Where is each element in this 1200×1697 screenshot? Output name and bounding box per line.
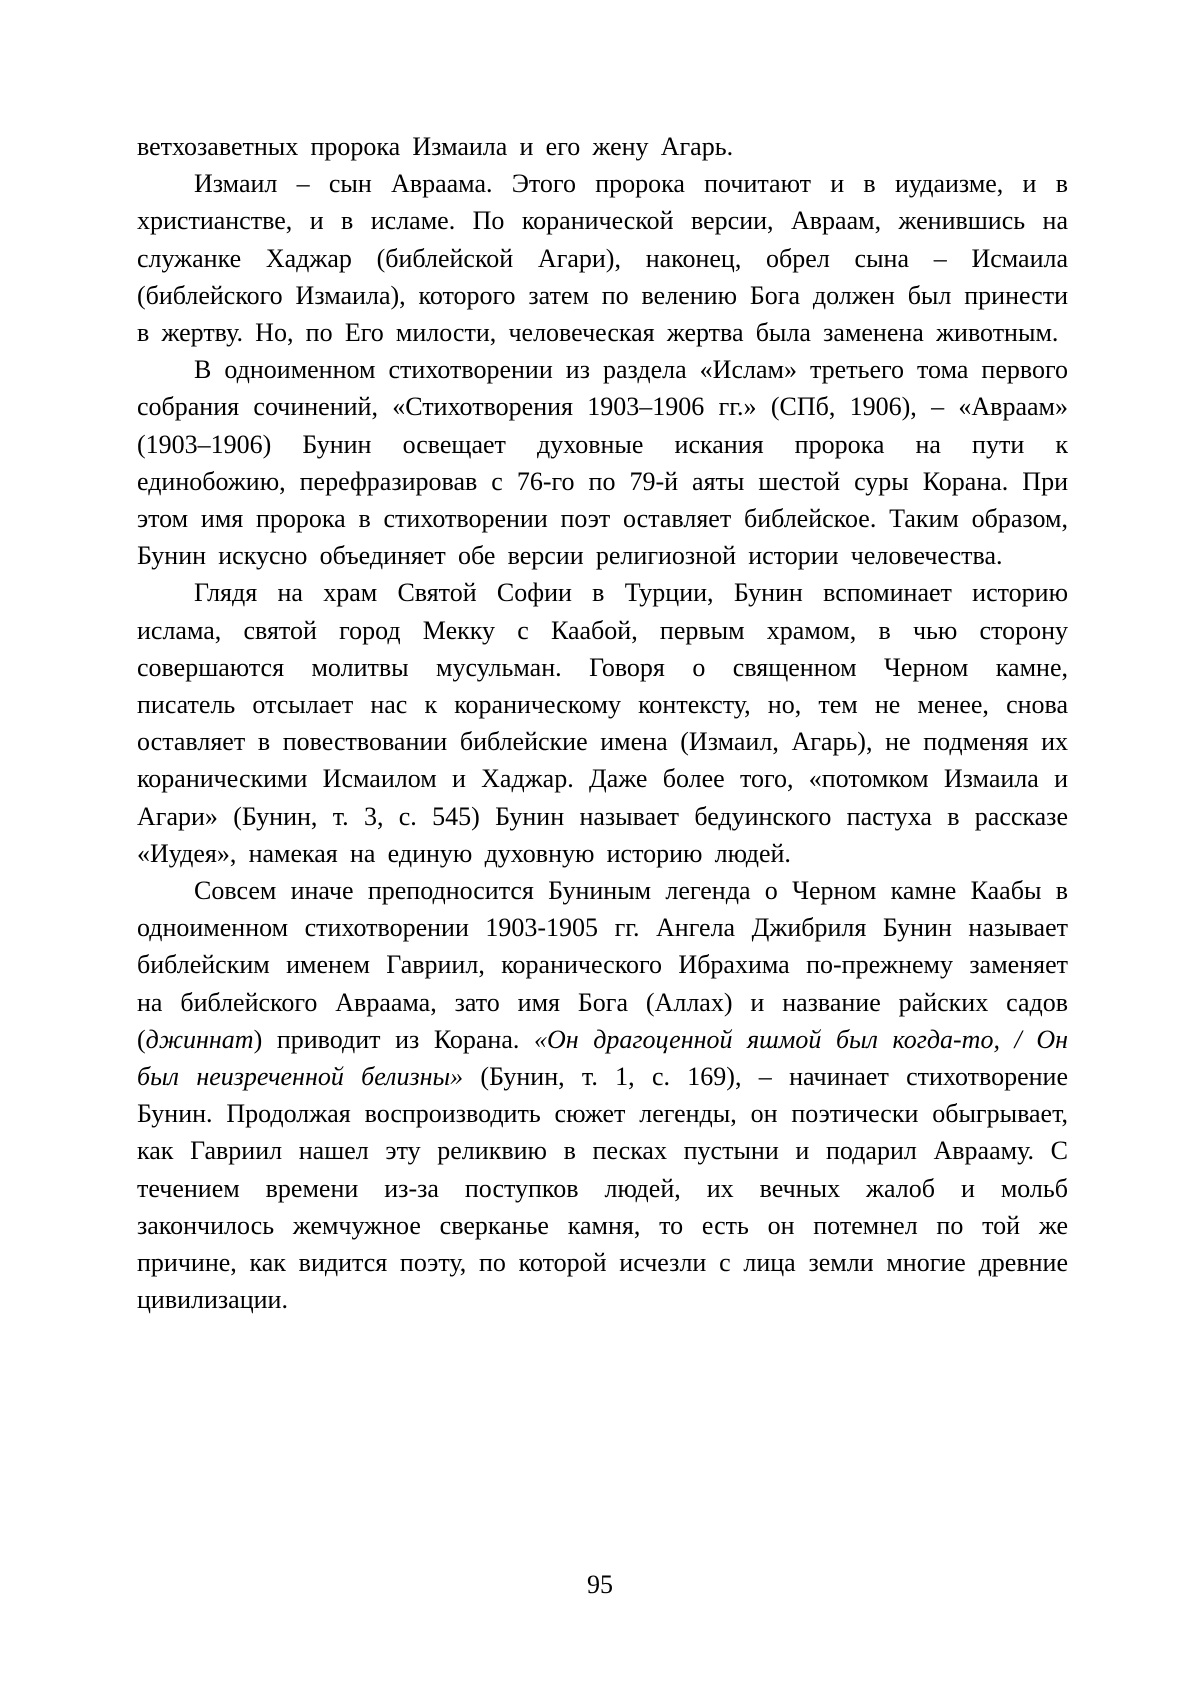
- paragraph: [137, 351, 1068, 574]
- italic-text-run: «Он драгоценной яшмой был когда-то, / Он был неизреченной белизны»: [137, 1024, 1068, 1092]
- page-text: [137, 128, 1068, 1319]
- paragraph: [137, 165, 1068, 351]
- text-run: ветхозаветных пророка Измаила и его жену Агарь.: [137, 132, 734, 161]
- italic-text-run: джиннат: [145, 1024, 254, 1054]
- text-run: В одноименном стихотворении из раздела «Ислам» третьего тома первого собрания сочинений, «Стихотворения 1903–1906 гг.» (СПб, 1906), – «Авраам» (1903–1906) Бунин освещает духовные искания пророка на пути к единобожию, перефразировав с 76-го по 79-й аяты шестой суры Корана. При этом имя пророка в стихотворении поэт оставляет библейское. Таким образом, Бунин искусно объединяет обе версии религиозной истории человечества.: [137, 355, 1068, 571]
- paragraph: [137, 872, 1068, 1318]
- paragraph: [137, 574, 1068, 872]
- text-run: Измаил – сын Авраама. Этого пророка почитают и в иудаизме, и в христианстве, и в исламе. По коранической версии, Авраам, женившись на служанке Хаджар (библейской Агари), наконец, обрел сына – Исмаила (библейского Измаила), которого затем по велению Бога должен был принести в жертву. Но, по Его милости, человеческая жертва была заменена животным.: [137, 169, 1068, 348]
- paragraph: [137, 128, 1068, 165]
- text-run: ) приводит из Корана.: [253, 1024, 534, 1054]
- page-number: 95: [587, 1570, 613, 1599]
- page-footer: [0, 1566, 1200, 1603]
- text-run: Глядя на храм Святой Софии в Турции, Бунин вспоминает историю ислама, святой город Мекку с Каабой, первым храмом, в чью сторону совершаются молитвы мусульман. Говоря о священном Черном камне, писатель отсылает нас к кораническому контексту, но, тем не менее, снова оставляет в повествовании библейские имена (Измаил, Агарь), не подменяя их кораническими Исмаилом и Хаджар. Даже более того, «потомком Измаила и Агари» (Бунин, т. 3, с. 545) Бунин называет бедуинского пастуха в рассказе «Иудея», намекая на единую духовную историю людей.: [137, 578, 1068, 868]
- text-run: Совсем иначе преподносится Буниным легенда о Черном камне Каабы в одноименном стихотворении 1903-1905 гг. Ангела Джибриля Бунин называет библейским именем Гавриил, коранического Ибрахима по-прежнему заменяет на библейского Авраама, зато имя Бога (Аллах) и название райских садов (: [137, 876, 1068, 1054]
- text-run: (Бунин, т. 1, с. 169), – начинает стихотворение Бунин. Продолжая воспроизводить сюжет легенды, он поэтически обыгрывает, как Гавриил нашел эту реликвию в песках пустыни и подарил Аврааму. С течением времени из-за поступков людей, их вечных жалоб и мольб закончилось жемчужное сверканье камня, то есть он потемнел по той же причине, как видится поэту, по которой исчезли с лица земли многие древние цивилизации.: [137, 1062, 1068, 1315]
